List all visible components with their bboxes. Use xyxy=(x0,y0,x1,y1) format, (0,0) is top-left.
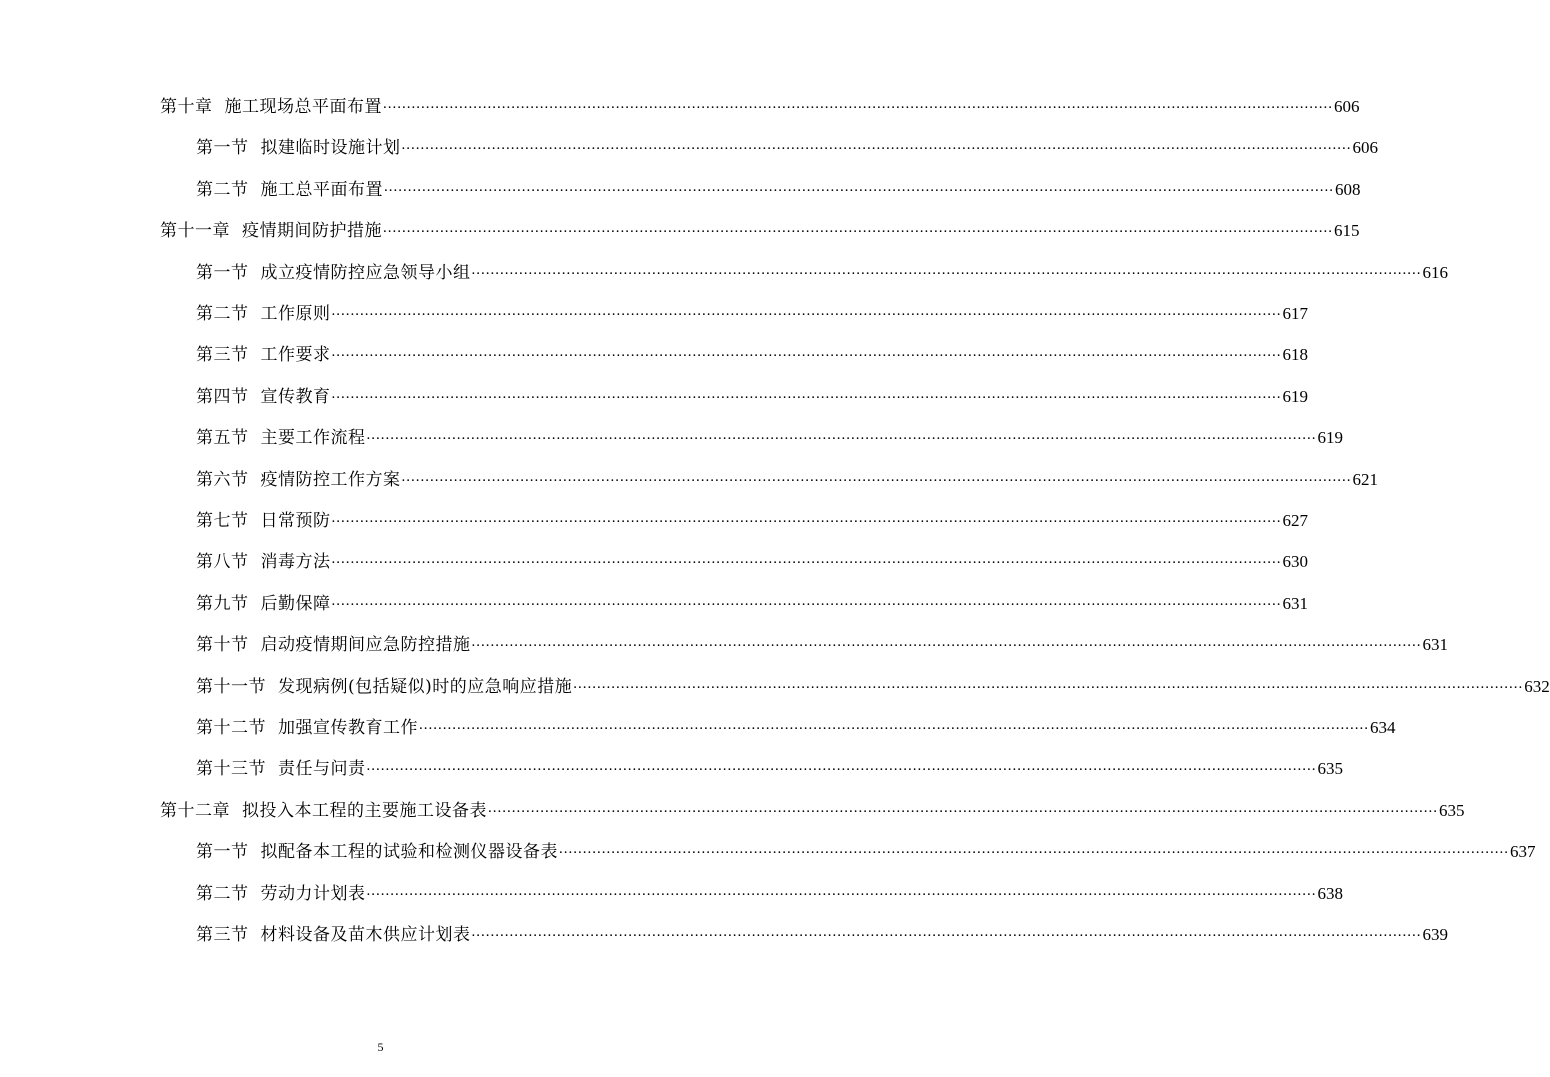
toc-entry-label: 第一节 xyxy=(196,842,249,863)
dot-leader: ........................................................................................................................................................................................................ xyxy=(331,551,1282,568)
toc-entry-title: 消毒方法 xyxy=(260,552,331,573)
toc-entry-title: 拟配备本工程的试验和检测仪器设备表 xyxy=(260,842,558,863)
toc-entry[interactable] xyxy=(196,585,1308,615)
toc-entry-page: 632 xyxy=(1524,676,1550,696)
toc-entry[interactable] xyxy=(196,875,1343,905)
toc-entry[interactable] xyxy=(160,88,1360,118)
toc-entry-page: 634 xyxy=(1370,718,1396,737)
dot-leader: ........................................................................................................................................................................................................ xyxy=(419,717,1369,733)
dot-leader: ........................................................................................................................................................................................................ xyxy=(559,841,1509,858)
toc-entry-title: 疫情防控工作方案 xyxy=(260,469,401,490)
toc-entry-label: 第一节 xyxy=(196,138,249,159)
toc-entry-page: 639 xyxy=(1422,925,1448,944)
dot-leader: ........................................................................................................................................................................................................ xyxy=(366,427,1317,444)
toc-entry-title: 成立疫情防控应急领导小组 xyxy=(260,262,471,283)
toc-entry[interactable] xyxy=(196,668,1550,698)
toc-entry-title: 加强宣传教育工作 xyxy=(278,718,418,738)
dot-leader: ........................................................................................................................................................................................................ xyxy=(383,96,1333,112)
dot-leader: ........................................................................................................................................................................................................ xyxy=(383,220,1333,237)
page-number: 5 xyxy=(377,1040,384,1054)
toc-entry-title: 责任与问责 xyxy=(278,759,366,780)
toc-entry[interactable] xyxy=(196,543,1308,573)
toc-entry[interactable] xyxy=(196,502,1308,532)
toc-entry-page: 635 xyxy=(1439,800,1465,820)
toc-entry-title: 工作要求 xyxy=(260,345,331,366)
toc-entry-title: 拟投入本工程的主要施工设备表 xyxy=(242,800,487,821)
toc-entry-title: 施工现场总平面布置 xyxy=(224,97,382,117)
toc-entry[interactable] xyxy=(196,295,1308,325)
toc-entry-title: 后勤保障 xyxy=(260,593,331,614)
dot-leader: ........................................................................................................................................................................................................ xyxy=(401,137,1352,154)
toc-entry-page: 627 xyxy=(1282,511,1308,530)
toc-entry[interactable] xyxy=(196,461,1378,491)
toc-entry-label: 第十一章 xyxy=(160,221,230,242)
toc-entry-page: 616 xyxy=(1422,262,1448,282)
toc-entry-page: 615 xyxy=(1334,221,1360,241)
toc-entry-label: 第十三节 xyxy=(196,759,266,780)
dot-leader: ........................................................................................................................................................................................................ xyxy=(471,634,1422,651)
toc-entry-label: 第九节 xyxy=(196,593,249,614)
toc-entry-title: 启动疫情期间应急防控措施 xyxy=(260,635,471,656)
dot-leader: ........................................................................................................................................................................................................ xyxy=(384,178,1334,195)
toc-entry-title: 主要工作流程 xyxy=(260,428,366,449)
toc-entry-page: 630 xyxy=(1282,552,1308,572)
toc-entry-label: 第十章 xyxy=(160,97,213,117)
toc-entry[interactable] xyxy=(196,750,1343,780)
toc-entry[interactable] xyxy=(196,171,1361,201)
toc-entry[interactable] xyxy=(196,626,1448,656)
toc-entry-page: 635 xyxy=(1317,759,1343,779)
toc-entry-label: 第六节 xyxy=(196,469,249,490)
dot-leader: ........................................................................................................................................................................................................ xyxy=(401,468,1352,485)
toc-entry[interactable] xyxy=(196,916,1448,946)
toc-entry-page: 619 xyxy=(1317,428,1343,448)
toc-entry-page: 631 xyxy=(1282,593,1308,613)
dot-leader: ........................................................................................................................................................................................................ xyxy=(471,261,1422,278)
toc-entry-title: 劳动力计划表 xyxy=(260,883,366,904)
toc-entry-page: 606 xyxy=(1352,138,1378,158)
dot-leader: ........................................................................................................................................................................................................ xyxy=(331,303,1282,319)
dot-leader: ........................................................................................................................................................................................................ xyxy=(488,799,1438,816)
toc-entry-page: 608 xyxy=(1335,179,1361,199)
toc-entry-title: 宣传教育 xyxy=(260,386,331,407)
toc-entry[interactable] xyxy=(196,833,1536,863)
toc-entry[interactable] xyxy=(196,419,1343,449)
dot-leader: ........................................................................................................................................................................................................ xyxy=(573,675,1524,692)
toc-entry-title: 施工总平面布置 xyxy=(260,179,383,200)
toc-entry-title: 发现病例(包括疑似)时的应急响应措施 xyxy=(278,676,573,697)
toc-entry[interactable] xyxy=(196,336,1308,366)
toc-entry-page: 606 xyxy=(1334,97,1360,116)
toc-entry-title: 疫情期间防护措施 xyxy=(242,221,382,242)
toc-entry-label: 第七节 xyxy=(196,511,249,531)
toc-entry-page: 619 xyxy=(1282,386,1308,406)
toc-entry-label: 第二节 xyxy=(196,304,249,324)
dot-leader: ........................................................................................................................................................................................................ xyxy=(331,385,1282,402)
dot-leader: ........................................................................................................................................................................................................ xyxy=(366,882,1317,899)
toc-entry-label: 第三节 xyxy=(196,925,249,945)
toc-entry-label: 第十二章 xyxy=(160,800,230,821)
toc-entry[interactable] xyxy=(160,212,1360,242)
toc-entry-page: 637 xyxy=(1510,842,1536,862)
toc-entry-label: 第四节 xyxy=(196,386,249,407)
dot-leader: ........................................................................................................................................................................................................ xyxy=(331,510,1282,526)
toc-entry-page: 638 xyxy=(1317,883,1343,903)
toc-entry-page: 631 xyxy=(1422,635,1448,655)
dot-leader: ........................................................................................................................................................................................................ xyxy=(331,592,1282,609)
toc-entry-label: 第八节 xyxy=(196,552,249,573)
toc-entry-label: 第二节 xyxy=(196,883,249,904)
toc-entry-label: 第十一节 xyxy=(196,676,266,697)
toc-entry[interactable] xyxy=(196,129,1378,159)
toc-entry-label: 第一节 xyxy=(196,262,249,283)
toc-entry-label: 第二节 xyxy=(196,179,249,200)
toc-entry[interactable] xyxy=(196,254,1448,284)
dot-leader: ........................................................................................................................................................................................................ xyxy=(366,758,1317,775)
toc-entry[interactable] xyxy=(196,378,1308,408)
toc-entry-label: 第三节 xyxy=(196,345,249,366)
toc-entry-page: 617 xyxy=(1282,304,1308,323)
toc-entry-title: 材料设备及苗木供应计划表 xyxy=(260,925,471,945)
toc-entry-title: 日常预防 xyxy=(260,511,331,531)
toc-entry-page: 618 xyxy=(1282,345,1308,365)
toc-entry[interactable] xyxy=(160,792,1465,822)
dot-leader: ........................................................................................................................................................................................................ xyxy=(471,924,1422,940)
toc-entry-label: 第五节 xyxy=(196,428,249,449)
toc-entry-label: 第十节 xyxy=(196,635,249,656)
toc-entry-title: 拟建临时设施计划 xyxy=(260,138,401,159)
toc-entry-title: 工作原则 xyxy=(260,304,331,324)
dot-leader: ........................................................................................................................................................................................................ xyxy=(331,344,1282,361)
toc-entry-label: 第十二节 xyxy=(196,718,266,738)
toc-entry[interactable] xyxy=(196,709,1396,739)
toc-entry-page: 621 xyxy=(1352,469,1378,489)
